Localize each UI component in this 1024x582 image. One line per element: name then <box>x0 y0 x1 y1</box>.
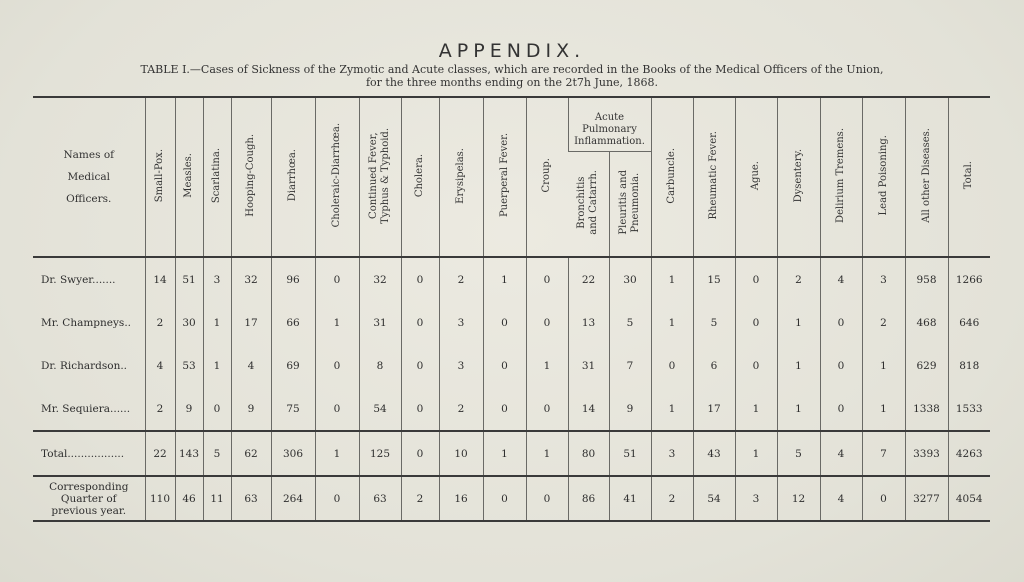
table-cell: 1 <box>483 257 526 301</box>
table-cell: 63 <box>231 476 271 521</box>
column-header-text <box>245 134 257 217</box>
column-header-line: Lead Poisoning. <box>877 135 889 216</box>
column-header-text <box>835 128 847 223</box>
table-cell: 0 <box>483 301 526 344</box>
names-header-line: Names of <box>63 149 115 161</box>
column-header <box>315 97 359 257</box>
table-cell: 0 <box>401 431 439 476</box>
column-header-text <box>211 148 223 203</box>
column-header <box>526 97 568 257</box>
table-cell: 0 <box>203 387 231 431</box>
table-row <box>33 476 990 521</box>
table-cell: 0 <box>483 476 526 521</box>
table-cell: 1 <box>862 344 905 387</box>
table-cell: 30 <box>175 301 203 344</box>
column-header-line: Pleuritis and <box>618 170 629 235</box>
names-header-line: Medical <box>67 171 111 183</box>
column-header-text <box>963 161 975 189</box>
column-header-text <box>414 154 426 197</box>
table-cell: 22 <box>568 257 609 301</box>
table-cell: 15 <box>693 257 735 301</box>
table-cell: 46 <box>175 476 203 521</box>
table-cell: 0 <box>401 387 439 431</box>
table-cell: 3277 <box>905 476 948 521</box>
officer-name: Mr. Champneys.. <box>41 316 131 329</box>
table-cell: 0 <box>483 387 526 431</box>
table-cell: 1 <box>777 344 820 387</box>
table-cell: 86 <box>568 476 609 521</box>
table-cell: 2 <box>145 301 175 344</box>
column-header-line: Small-Pox. <box>154 148 165 203</box>
table-cell: 646 <box>948 301 990 344</box>
table-cell: 4054 <box>948 476 990 521</box>
table-cell: 17 <box>693 387 735 431</box>
table-cell: 3 <box>651 431 693 476</box>
column-header-line: Erysipelas. <box>455 147 466 204</box>
table-cell: 2 <box>862 301 905 344</box>
column-header-text <box>287 149 299 201</box>
column-header-line: Pneumonia. <box>630 172 641 233</box>
table-cell: 1 <box>862 387 905 431</box>
table-cell: 0 <box>820 344 862 387</box>
table-cell: 10 <box>439 431 483 476</box>
table-cell: 0 <box>735 301 777 344</box>
column-header-line: Choleraic-Diarrhœa. <box>331 123 342 228</box>
table-cell: 143 <box>175 431 203 476</box>
table-cell: 1533 <box>948 387 990 431</box>
table-row <box>33 431 990 476</box>
column-header-line: Bronchitis <box>576 176 588 229</box>
column-header-line: Cholera. <box>414 153 425 198</box>
column-header-line: Dysentery. <box>792 148 804 203</box>
table-cell: 1 <box>777 387 820 431</box>
column-header <box>862 97 905 257</box>
group-header-line: Acute <box>594 112 625 123</box>
table-cell: 32 <box>231 257 271 301</box>
table-cell: 3 <box>862 257 905 301</box>
acute-pulmonary-group-header <box>568 97 651 152</box>
table-cell: 8 <box>359 344 401 387</box>
table-cell: 125 <box>359 431 401 476</box>
table-cell: 1338 <box>905 387 948 431</box>
column-header-line: Typhus & Typhoid. <box>380 127 391 224</box>
column-header-line: Total. <box>963 161 975 190</box>
sickness-table <box>33 96 990 522</box>
table-cell: 0 <box>483 344 526 387</box>
table-cell: 4 <box>231 344 271 387</box>
table-cell: 1 <box>483 431 526 476</box>
table-cell: 7 <box>862 431 905 476</box>
table-cell: 1 <box>651 387 693 431</box>
table-cell: 51 <box>609 431 651 476</box>
table-cell: 16 <box>439 476 483 521</box>
table-cell: 54 <box>359 387 401 431</box>
column-header-text <box>576 170 600 235</box>
column-header-text <box>618 170 642 235</box>
table-cell: 14 <box>568 387 609 431</box>
column-header <box>271 97 315 257</box>
table-cell: 0 <box>315 344 359 387</box>
table-cell: 31 <box>568 344 609 387</box>
table-cell: 0 <box>526 476 568 521</box>
names-header <box>33 97 145 257</box>
column-header-line: Carbuncle. <box>666 147 677 204</box>
table-cell: 7 <box>609 344 651 387</box>
table-caption <box>80 63 944 89</box>
header-row-1 <box>33 97 990 152</box>
table-cell: 2 <box>651 476 693 521</box>
table-cell: 31 <box>359 301 401 344</box>
table-cell: 51 <box>175 257 203 301</box>
caption-line-1: TABLE I.—Cases of Sickness of the Zymotic and Acute classes, which are recorded in the Books of the Medical Officers of the Union, <box>140 63 884 76</box>
column-header-line: Measles. <box>183 153 194 198</box>
table-cell: 2 <box>439 387 483 431</box>
table-cell: 0 <box>401 301 439 344</box>
officer-name: Dr. Swyer....... <box>33 257 145 301</box>
column-header-line: Delirium Tremens. <box>835 128 846 223</box>
table-cell: 69 <box>271 344 315 387</box>
column-header <box>359 97 401 257</box>
column-header <box>145 97 175 257</box>
table-cell: 1 <box>735 431 777 476</box>
table-cell: 3 <box>203 257 231 301</box>
table-cell: 12 <box>777 476 820 521</box>
table-cell: 75 <box>271 387 315 431</box>
table-cell: 1 <box>203 301 231 344</box>
table-cell: 468 <box>905 301 948 344</box>
column-header-text <box>750 161 762 190</box>
table-row <box>33 344 990 387</box>
column-header <box>175 97 203 257</box>
table-cell: 54 <box>693 476 735 521</box>
column-header-text <box>368 128 392 224</box>
table-cell: 3 <box>439 344 483 387</box>
column-header-text <box>666 148 678 204</box>
column-header-line: Hooping-Cough. <box>245 134 256 217</box>
column-header-text <box>708 131 720 220</box>
table-row <box>33 301 990 344</box>
table-cell: 306 <box>271 431 315 476</box>
table-cell: 13 <box>568 301 609 344</box>
column-header <box>439 97 483 257</box>
column-header-line: All other Diseases. <box>920 128 932 223</box>
table-cell: 2 <box>145 387 175 431</box>
column-header <box>609 152 651 258</box>
table-cell: 1 <box>315 431 359 476</box>
table-cell: 22 <box>145 431 175 476</box>
table-cell: 0 <box>820 387 862 431</box>
table-cell: 958 <box>905 257 948 301</box>
table-cell: 2 <box>401 476 439 521</box>
column-header-line: Croup. <box>541 158 552 193</box>
caption-line-2: for the three months ending on the 2t7h June, 1868. <box>365 76 659 89</box>
table-cell: 0 <box>315 257 359 301</box>
table-cell: 1 <box>651 301 693 344</box>
row-label-line: Corresponding <box>49 480 129 493</box>
table-cell: 0 <box>651 344 693 387</box>
table-cell: 1266 <box>948 257 990 301</box>
column-header-text <box>183 153 195 198</box>
column-header <box>568 152 609 258</box>
table-cell: 3 <box>735 476 777 521</box>
column-header <box>693 97 735 257</box>
table-cell: 43 <box>693 431 735 476</box>
table-cell: 4263 <box>948 431 990 476</box>
row-label-line: previous year. <box>51 504 127 517</box>
table-cell: 5 <box>777 431 820 476</box>
table-cell: 41 <box>609 476 651 521</box>
table-cell: 0 <box>862 476 905 521</box>
column-header-line: Ague. <box>750 160 761 191</box>
names-header-line: Officers. <box>66 193 112 205</box>
table-cell: 0 <box>526 257 568 301</box>
column-header-line: Scarlatina. <box>211 147 222 204</box>
table-cell: 0 <box>315 387 359 431</box>
column-header <box>820 97 862 257</box>
table-cell: 17 <box>231 301 271 344</box>
column-header-text <box>878 135 890 215</box>
table-cell: 0 <box>526 387 568 431</box>
column-header-text <box>921 128 933 223</box>
table-cell: 1 <box>526 431 568 476</box>
column-header-text <box>793 149 805 202</box>
table-cell: 264 <box>271 476 315 521</box>
table-cell: 66 <box>271 301 315 344</box>
column-header-text <box>455 148 467 204</box>
table-cell: 14 <box>145 257 175 301</box>
column-header <box>905 97 948 257</box>
table-cell: 110 <box>145 476 175 521</box>
column-header-text <box>154 149 166 202</box>
column-header-line: Puerperal Fever. <box>498 133 510 218</box>
table-cell: 63 <box>359 476 401 521</box>
table-cell: 1 <box>777 301 820 344</box>
table-cell: 30 <box>609 257 651 301</box>
row-label-line: Quarter of <box>60 492 117 505</box>
column-header-text <box>541 158 553 192</box>
group-header-line: Inflammation. <box>574 136 645 147</box>
column-header <box>651 97 693 257</box>
table-cell: 3393 <box>905 431 948 476</box>
officer-name: Dr. Richardson.. <box>41 359 128 372</box>
table-cell: 2 <box>439 257 483 301</box>
sickness-table-container <box>33 96 983 520</box>
appendix-heading: APPENDIX. <box>438 40 586 62</box>
table-cell: 5 <box>203 431 231 476</box>
table-cell: 62 <box>231 431 271 476</box>
table-cell: 0 <box>735 344 777 387</box>
table-cell: 6 <box>693 344 735 387</box>
column-header <box>401 97 439 257</box>
table-cell: 1 <box>315 301 359 344</box>
table-cell: 0 <box>526 301 568 344</box>
table-row <box>33 387 990 431</box>
table-cell: 4 <box>820 476 862 521</box>
table-cell: 818 <box>948 344 990 387</box>
table-cell: 80 <box>568 431 609 476</box>
column-header <box>231 97 271 257</box>
officer-name: Total................. <box>33 431 145 476</box>
table-cell: 4 <box>820 431 862 476</box>
column-header <box>735 97 777 257</box>
table-cell: 4 <box>820 257 862 301</box>
table-cell: 0 <box>401 344 439 387</box>
column-header-line: Continued Fever, <box>368 132 379 219</box>
table-cell: 4 <box>145 344 175 387</box>
table-cell: 5 <box>609 301 651 344</box>
table-cell: 1 <box>651 257 693 301</box>
table-cell: 1 <box>203 344 231 387</box>
table-cell: 0 <box>315 476 359 521</box>
column-header <box>203 97 231 257</box>
table-cell: 32 <box>359 257 401 301</box>
column-header-text <box>331 123 343 227</box>
table-cell: 629 <box>905 344 948 387</box>
column-header-line: and Catarrh. <box>588 170 600 235</box>
column-header-text <box>499 133 511 217</box>
table-cell: 0 <box>401 257 439 301</box>
table-cell: 1 <box>735 387 777 431</box>
table-cell: 9 <box>175 387 203 431</box>
table-cell: 0 <box>820 301 862 344</box>
officer-name: Mr. Sequiera...... <box>41 402 131 415</box>
column-header-line: Diarrhœa. <box>287 149 298 202</box>
table-row <box>33 257 990 301</box>
table-cell: 2 <box>777 257 820 301</box>
table-cell: 9 <box>231 387 271 431</box>
table-cell: 5 <box>693 301 735 344</box>
column-header-line: Rheumatic Fever. <box>708 131 719 220</box>
table-cell: 9 <box>609 387 651 431</box>
table-cell: 96 <box>271 257 315 301</box>
table-cell: 53 <box>175 344 203 387</box>
column-header <box>777 97 820 257</box>
table-cell: 0 <box>735 257 777 301</box>
column-header <box>948 97 990 257</box>
group-header-line: Pulmonary <box>582 124 637 135</box>
table-cell: 11 <box>203 476 231 521</box>
officer-name <box>33 476 145 521</box>
column-header <box>483 97 526 257</box>
table-cell: 1 <box>526 344 568 387</box>
table-cell: 3 <box>439 301 483 344</box>
